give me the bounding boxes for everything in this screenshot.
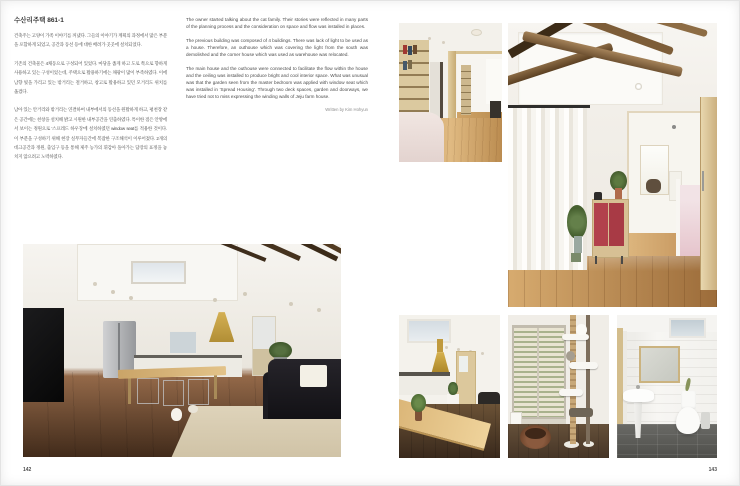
korean-paragraph-3: 남아 있는 안거리와 밖거리는 연결하여 내부에서의 동선을 원활하게 하고, 평천장 같은 공간에는 천창을 설치해 밝고 시원한 내부공간을 연출하였다. 특이한 점은 안방에서 보이는 정원으로 '스프레드 하우징'에 설치하였던 window seat를 적용한 것이다. 이 부분을 구성하기 위해 현장 실무자들간에 복잡한 구조해석이 이루어졌다. 2개의 데크공간과 정원, 출입구 등을 통해 제주 농가의 휘감아 돌아가는 담장의 표정을 놓치지 않으려고 노력하였다. xyxy=(14,107,167,160)
article-title: 수산리주택 861-1 xyxy=(14,17,64,24)
photo-cat-room xyxy=(508,315,609,458)
cabinet-leg xyxy=(621,256,623,265)
english-text-column xyxy=(186,16,368,112)
byline: Written by Kim Hohyun xyxy=(325,107,368,112)
cabinet-door xyxy=(609,203,624,246)
page-number-right: 143 xyxy=(708,467,717,473)
mirror xyxy=(639,346,680,383)
page-number-left: 142 xyxy=(23,467,32,473)
window-mullion xyxy=(537,328,539,417)
door-rail xyxy=(448,51,502,54)
bed-corner xyxy=(399,112,444,162)
table-leg xyxy=(214,374,217,400)
english-paragraph-1: The owner started talking about the cat family. Their stories were reflected in many parts of the planning process and the consideration on space and flow was installed in places. xyxy=(186,17,368,29)
korean-paragraph-1: 건축주는 고양이 가족 이야기를 꺼냈다. 그들의 이야기가 계획의 과정에서 많은 부분을 포함하게 되었고, 공간과 동선 등에 대한 배려가 곳곳에 설치되었다. xyxy=(14,33,167,48)
door-leaf xyxy=(623,331,627,425)
white-cat xyxy=(576,324,587,335)
plant-leaves xyxy=(567,205,588,239)
gray-cat xyxy=(566,351,575,361)
cat-platform xyxy=(569,362,598,368)
spotlights xyxy=(445,346,448,349)
bed-frame xyxy=(676,179,680,259)
cat-platform xyxy=(559,389,583,395)
page-right xyxy=(370,0,740,486)
cabinet-leg xyxy=(595,256,597,265)
photo-beam-room xyxy=(508,23,717,307)
cat-platform xyxy=(562,334,589,340)
door-window xyxy=(459,356,468,372)
korean-text-column xyxy=(14,16,167,171)
far-shelf xyxy=(461,65,471,115)
sliding-door xyxy=(700,97,717,290)
table-leg xyxy=(128,376,131,404)
skylight xyxy=(669,318,706,338)
photo-living-dining xyxy=(23,244,341,457)
cabinet-door xyxy=(594,203,609,246)
korean-paragraph-2: 기존의 건축물은 4채동으로 구성되어 있었다. 마당을 좁게 하고 도로 쪽으로 향하게 사용하고 있는 구성이었는데, 주택으로 활용하기에는 채광이 많이 부족하였다. 이에 남향 빛을 가리고 있는 밖거리는 철거하고, 창고로 활용하고 있던 모거리도 위치를 옮겼다. xyxy=(14,60,167,95)
plant-pot xyxy=(574,236,582,253)
english-paragraph-2: The previous building was composed of 4 buildings. There was lack of light to be used as a house. Therefore, an outhouse which was covering the light from the south was demolished and the corner house which was used as warehouse was relocated. xyxy=(186,38,368,57)
chair-outline xyxy=(163,380,184,405)
terracotta-pot xyxy=(615,188,622,199)
chair-outline xyxy=(188,379,209,404)
skylight xyxy=(131,261,186,284)
door-handle xyxy=(702,171,704,191)
range-hood xyxy=(431,352,449,373)
far-desk xyxy=(490,101,501,118)
small-plant-pot xyxy=(571,253,581,262)
sofa-pillow xyxy=(300,365,327,386)
trash-bin xyxy=(701,412,710,429)
photo-bathroom xyxy=(617,315,717,458)
books xyxy=(403,45,407,53)
photo-hallway xyxy=(399,23,502,162)
far-window xyxy=(486,59,502,103)
cat xyxy=(171,408,182,421)
skylight xyxy=(407,319,451,343)
photo-kitchen xyxy=(399,315,500,458)
kitchen-window xyxy=(169,331,196,353)
tv-screen xyxy=(23,308,64,402)
telephone xyxy=(594,192,602,201)
chair-outline xyxy=(137,378,158,403)
cat-tray xyxy=(569,408,593,417)
hood-chimney xyxy=(437,339,443,352)
range-hood xyxy=(209,312,234,342)
seat-cushion xyxy=(646,179,661,193)
fridge-seam xyxy=(118,323,119,376)
kitchen-cabinets xyxy=(399,376,450,395)
door-gap xyxy=(440,62,443,120)
sink-basin xyxy=(623,389,654,402)
plant-leaves xyxy=(448,382,457,395)
downlight xyxy=(471,29,482,36)
english-paragraph-3: The main house and the outhouse were connected to facilitate the flow within the house and the ceiling was installed to produce bright and cool interior space. What was unusual was that the garden seen from the master bedroom was applied with window seat which was installed in 'Spread Housing'. Through two deck spaces, garden and doorways, we have tried not to miss expressing the winding walls of Jeju farm house. xyxy=(186,66,368,99)
